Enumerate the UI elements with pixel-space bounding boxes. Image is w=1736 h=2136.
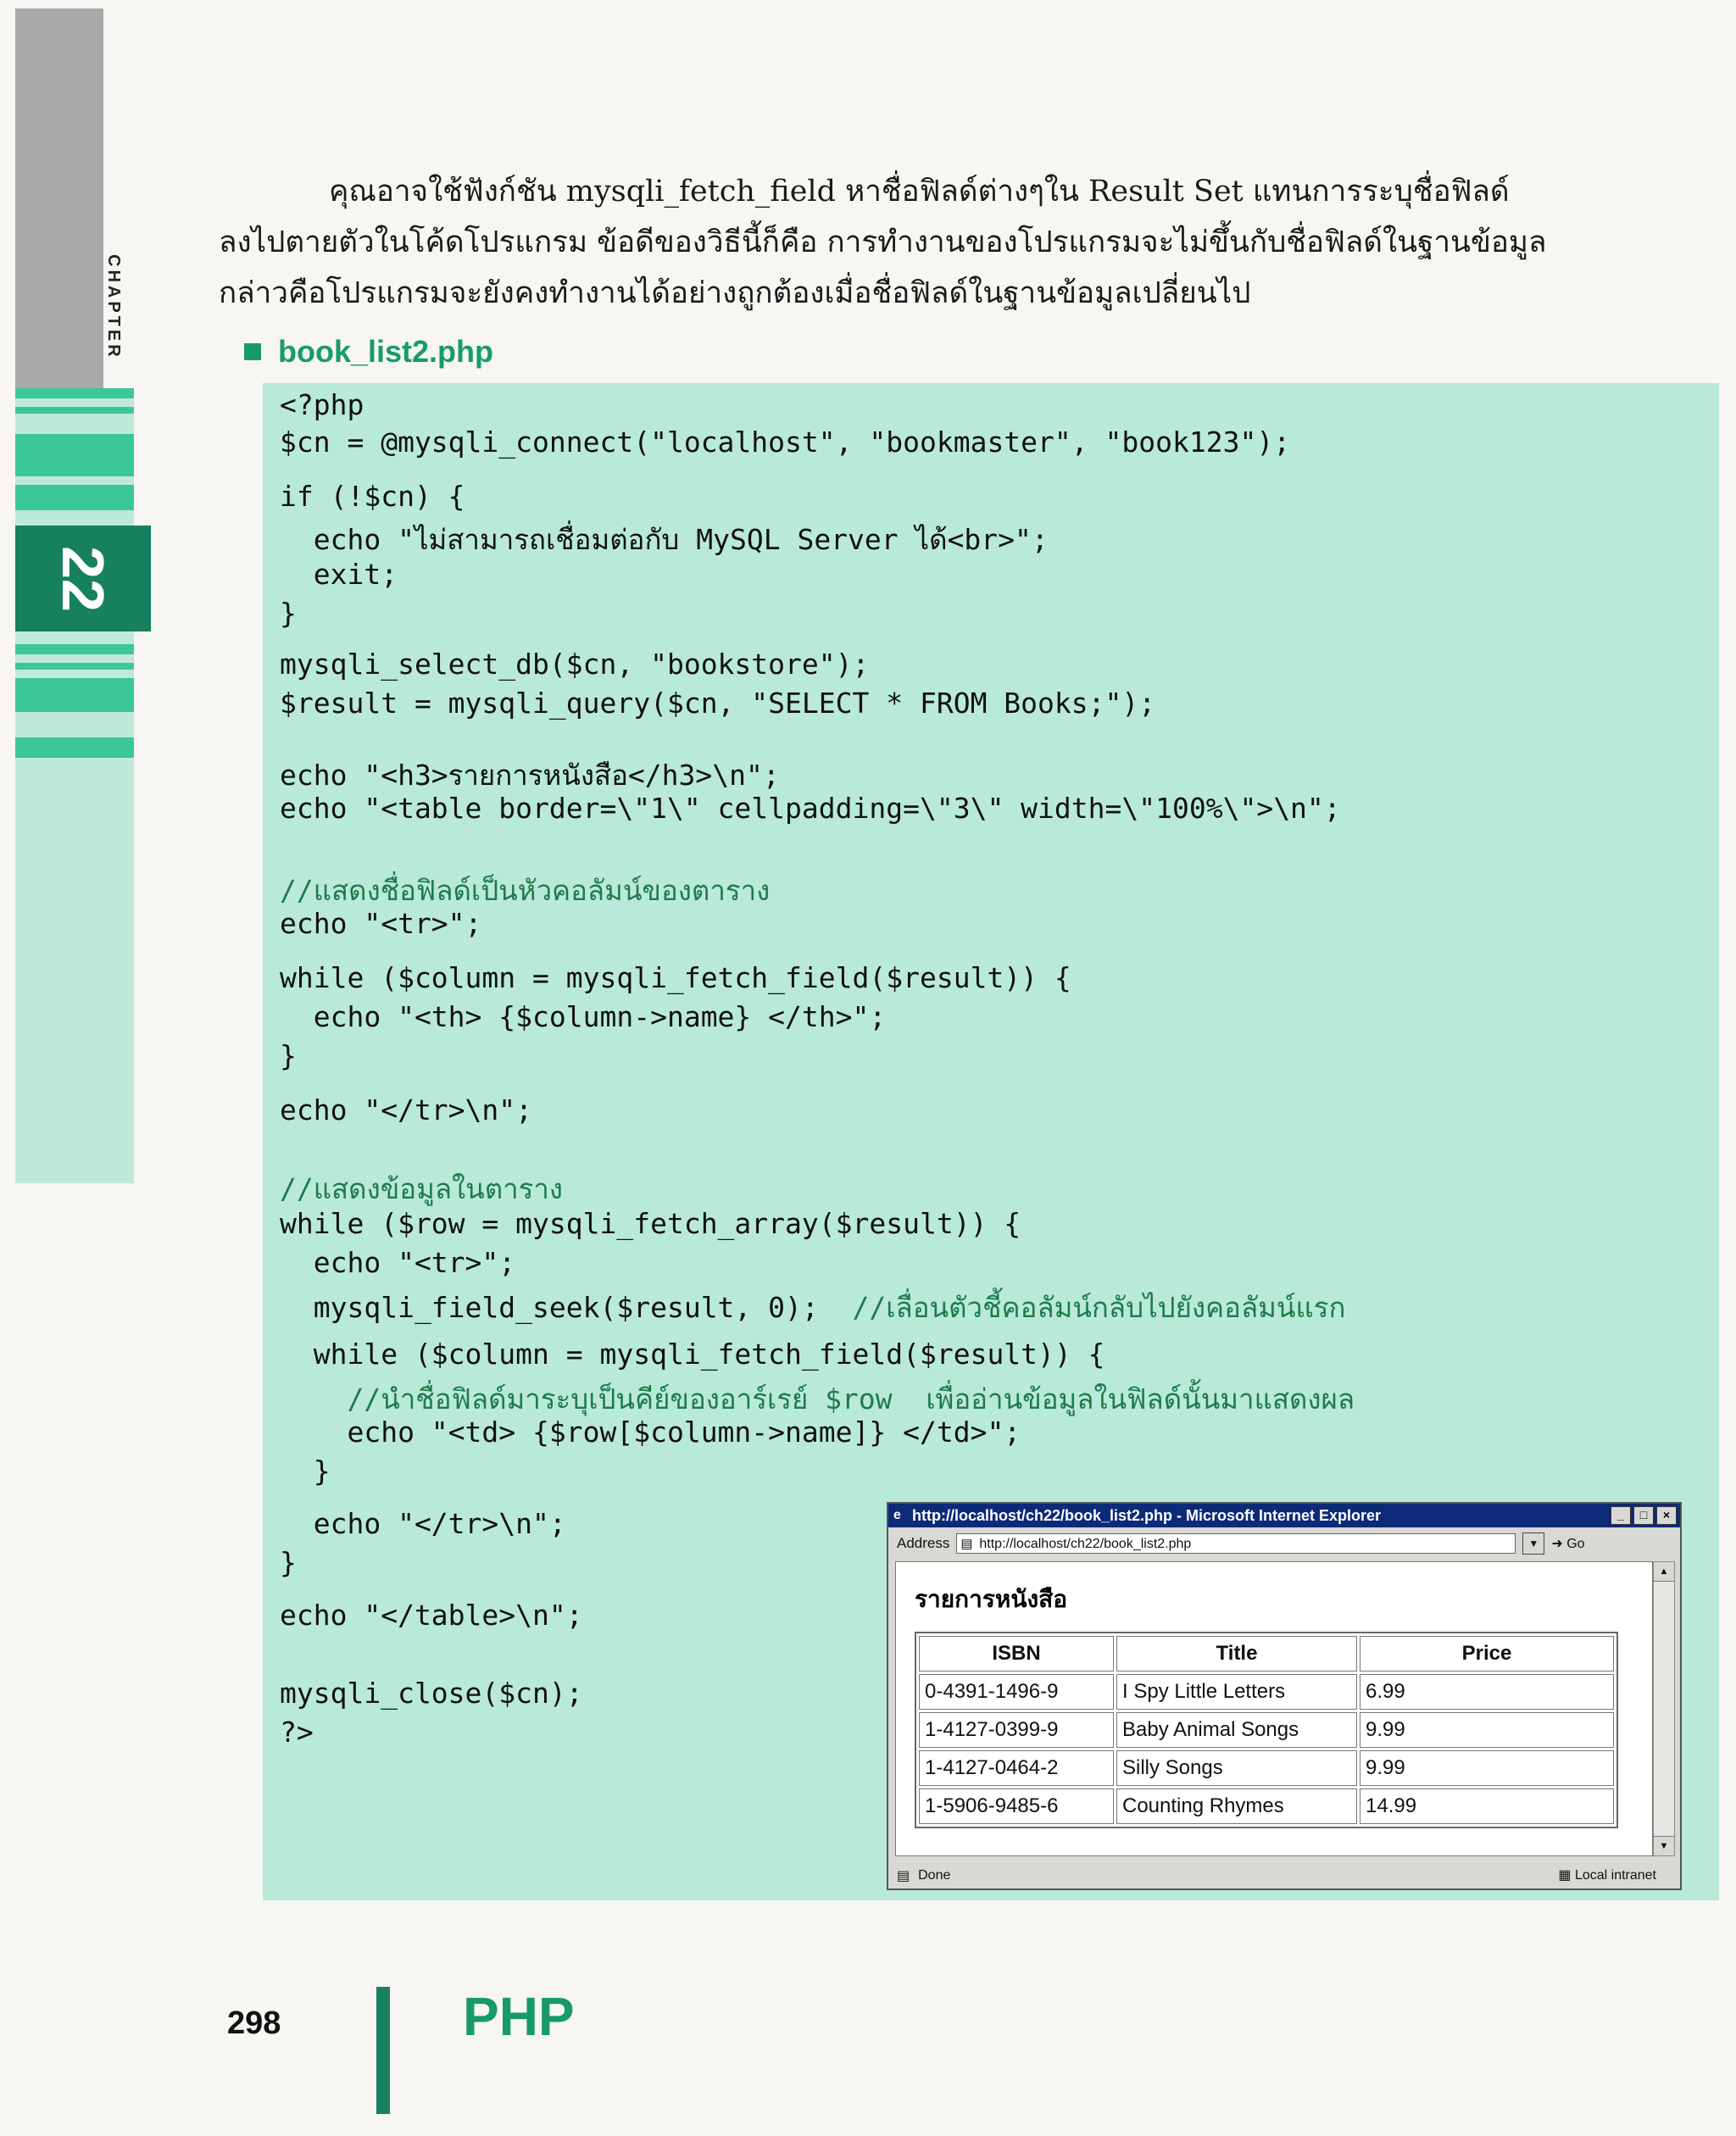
cell-isbn: 1-4127-0399-9 [919,1712,1114,1748]
column-header: Price [1360,1636,1614,1672]
go-label: Go [1566,1537,1585,1551]
code-line: echo "<tr>"; [280,1246,516,1279]
status-bar [888,1863,1680,1888]
table-row [919,1674,1614,1710]
code-line: echo "<th> {$column->name} </th>"; [280,1000,887,1033]
results-table [915,1632,1618,1828]
intro-line: กล่าวคือโปรแกรมจะยังคงทำงานได้อย่างถูกต้องเมื่อชื่อฟิลด์ในฐานข้อมูลเปลี่ยนไป [219,276,1251,310]
code-line: mysqli_select_db($cn, "bookstore"); [280,648,870,681]
code-text: mysqli_field_seek($result, 0); [280,1291,853,1324]
code-line: echo "</table>\n"; [280,1599,583,1632]
code-comment: //แสดงชื่อฟิลด์เป็นหัวคอลัมน์ของตาราง [280,874,771,907]
code-line: if (!$cn) { [280,480,465,513]
code-line: exit; [280,558,398,591]
browser-viewport [895,1561,1653,1856]
address-label: Address [897,1535,950,1551]
footer-divider [376,1987,390,2114]
tab-stripe [15,644,134,654]
table-row [919,1750,1614,1786]
code-line: while ($column = mysqli_fetch_field($result)) { [280,961,1071,994]
scroll-up-icon[interactable]: ▲ [1654,1562,1674,1582]
book-title: PHP [463,1986,575,2047]
table-row [919,1788,1614,1824]
address-field[interactable] [956,1533,1516,1554]
cell-title: Baby Animal Songs [1116,1712,1357,1748]
browser-title: http://localhost/ch22/book_list2.php - Microsoft Internet Explorer [912,1506,1382,1524]
cell-isbn: 1-5906-9485-6 [919,1788,1114,1824]
tab-stripe [15,678,134,712]
code-line: echo "<tr>"; [280,907,482,940]
ie-icon: e [893,1508,901,1522]
chapter-label: CHAPTER [104,254,123,360]
code-comment: //เลื่อนตัวชี้คอลัมน์กลับไปยังคอลัมน์แรก [852,1291,1346,1324]
code-line: while ($row = mysqli_fetch_array($result)) { [280,1207,1021,1240]
code-line: } [280,1455,331,1488]
chapter-tab-gray [15,8,103,388]
tab-stripe [15,485,134,510]
cell-title: Counting Rhymes [1116,1788,1357,1824]
address-bar [888,1529,1680,1558]
intro-line: ลงไปตายตัวในโค้ดโปรแกรม ข้อดีของวิธีนี้ก็คือ การทำงานของโปรแกรมจะไม่ขึ้นกับชื่อฟิลด์ในฐานข้อมูล [219,225,1547,259]
maximize-icon[interactable]: □ [1633,1506,1654,1525]
tab-stripe [15,434,134,476]
chevron-down-icon[interactable]: ▼ [1522,1532,1544,1555]
zone-indicator [1558,1866,1656,1883]
code-comment: //แสดงข้อมูลในตาราง [280,1172,564,1205]
column-header: ISBN [919,1636,1114,1672]
scroll-down-icon[interactable]: ▼ [1654,1836,1674,1855]
go-button[interactable]: ➜ Go [1551,1537,1585,1551]
cell-isbn: 0-4391-1496-9 [919,1674,1114,1710]
code-line: echo "</tr>\n"; [280,1507,566,1540]
code-line [280,1285,1345,1330]
intro-line: คุณอาจใช้ฟังก์ชัน mysqli_fetch_field หาชื่อฟิลด์ต่างๆใน Result Set แทนการระบุชื่อฟิลด์ [329,175,1510,209]
code-line: mysqli_close($cn); [280,1677,583,1710]
chapter-number: 22 [50,545,116,612]
cell-price: 9.99 [1360,1712,1614,1748]
cell-price: 6.99 [1360,1674,1614,1710]
tab-stripe [15,388,134,398]
window-controls [1611,1506,1677,1525]
code-line: echo "<h3>รายการหนังสือ</h3>\n"; [280,759,780,792]
code-line: } [280,1546,297,1579]
cell-title: I Spy Little Letters [1116,1674,1357,1710]
address-value: http://localhost/ch22/book_list2.php [979,1537,1192,1551]
code-line: $cn = @mysqli_connect("localhost", "bookmaster", "book123"); [280,426,1291,459]
code-line: echo "ไม่สามารถเชื่อมต่อกับ MySQL Server ได้<br>"; [280,523,1049,556]
code-line: } [280,1039,297,1072]
cell-title: Silly Songs [1116,1750,1357,1786]
file-heading [244,334,493,370]
code-comment: //นำชื่อฟิลด์มาระบุเป็นคีย์ของอาร์เรย์ $row เพื่ออ่านข้อมูลในฟิลด์นั้นมาแสดงผล [280,1382,1355,1416]
page-icon: ▤ [897,1869,910,1883]
vertical-scrollbar[interactable] [1653,1561,1675,1856]
code-line: ?> [280,1716,314,1749]
square-bullet-icon [244,343,261,360]
tab-stripe [15,737,134,758]
close-icon[interactable]: × [1656,1506,1677,1525]
code-line: while ($column = mysqli_fetch_field($result)) { [280,1338,1105,1371]
browser-title-bar [888,1504,1680,1527]
zone-text: Local intranet [1574,1868,1656,1883]
cell-isbn: 1-4127-0464-2 [919,1750,1114,1786]
page-icon: ▤ [960,1537,973,1551]
code-line: echo "<table border=\"1\" cellpadding=\"3\" width=\"100%\">\n"; [280,792,1341,825]
column-header: Title [1116,1636,1357,1672]
page-number: 298 [227,2005,281,2041]
code-line: <?php [280,388,364,421]
intro-paragraph [219,166,1709,319]
table-row [919,1712,1614,1748]
cell-price: 9.99 [1360,1750,1614,1786]
page-heading: รายการหนังสือ [915,1585,1068,1613]
cell-price: 14.99 [1360,1788,1614,1824]
tab-stripe [15,663,134,670]
code-line: } [280,597,297,630]
table-header-row [919,1636,1614,1672]
code-line: $result = mysqli_query($cn, "SELECT * FROM Books;"); [280,687,1156,720]
intranet-icon: ▦ [1558,1868,1572,1883]
tab-stripe [15,407,134,414]
code-line: echo "</tr>\n"; [280,1093,533,1126]
status-text: Done [918,1868,951,1883]
code-line: echo "<td> {$row[$column->name]} </td>"; [280,1416,1021,1449]
minimize-icon[interactable]: _ [1611,1506,1631,1525]
file-name: book_list2.php [278,334,494,369]
browser-window [887,1502,1682,1890]
